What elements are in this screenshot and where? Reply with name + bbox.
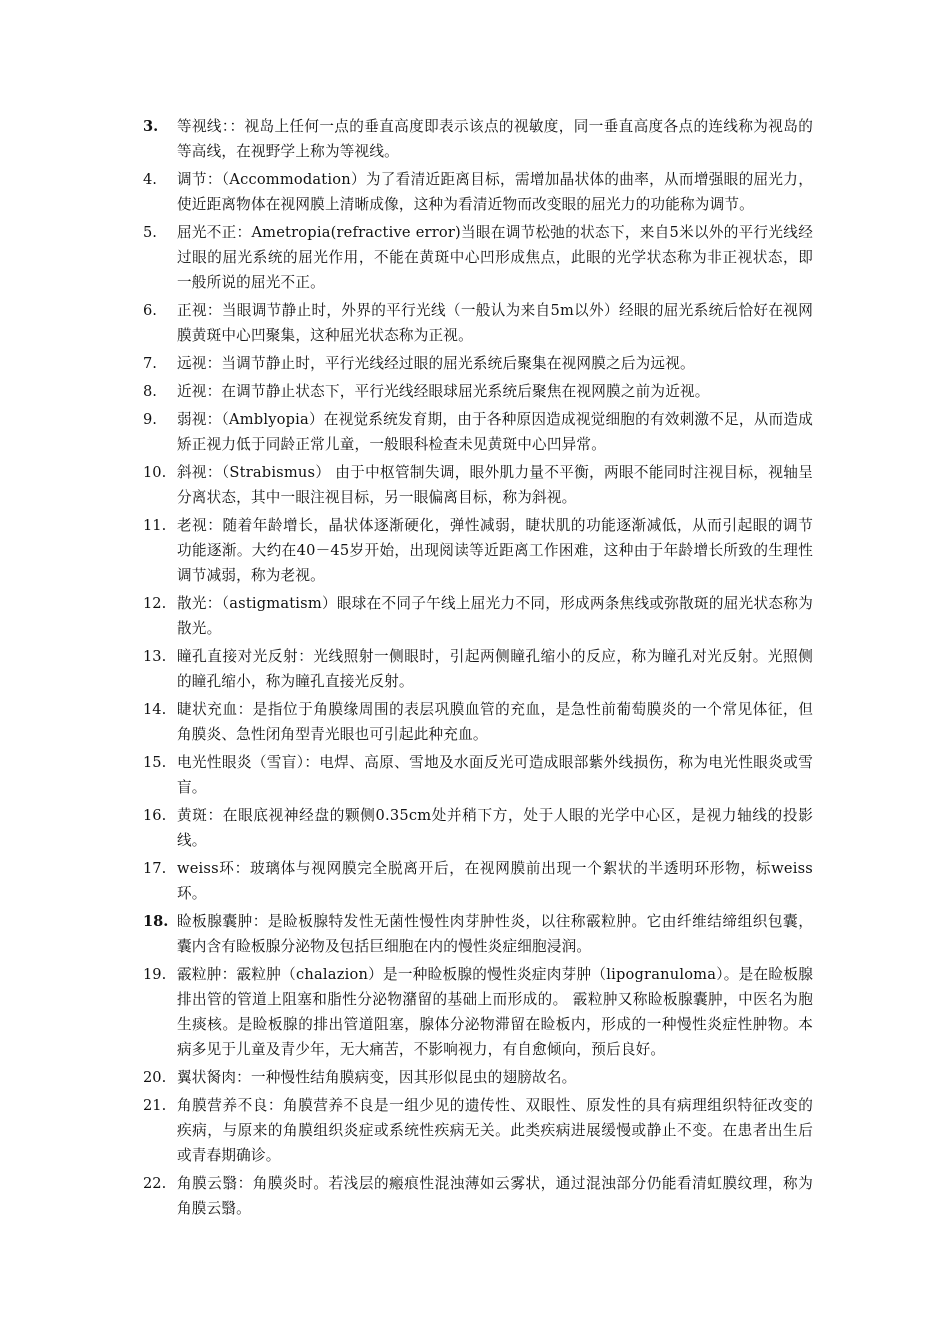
item-number: 12. xyxy=(143,595,167,612)
list-item xyxy=(143,1171,813,1221)
item-text: 电光性眼炎（雪盲）：电焊、高原、雪地及水面反光可造成眼部紫外线损伤，称为电光性眼炎或雪盲。 xyxy=(177,754,813,796)
list-item xyxy=(143,167,813,217)
item-number: 8. xyxy=(143,383,157,400)
item-text: 角膜云翳：角膜炎时。若浅层的瘢痕性混浊薄如云雾状，通过混浊部分仍能看清虹膜纹理，称为角膜云翳。 xyxy=(177,1175,813,1217)
item-text: 霰粒肿：霰粒肿（chalazion）是一种睑板腺的慢性炎症肉芽肿（lipogranuloma）。是在睑板腺排出管的管道上阻塞和脂性分泌物潴留的基础上而形成的。 霰粒肿又称睑板腺囊肿，中医名为胞生痰核。是睑板腺的排出管道阻塞，腺体分泌物滞留在睑板内，形成的一种慢性炎症性肿物。本病多见于儿童及青少年，无大痛苦，不影响视力，有自愈倾向，预后良好。 xyxy=(177,966,813,1058)
item-number: 4. xyxy=(143,171,157,188)
item-number: 17. xyxy=(143,860,167,877)
item-number: 3. xyxy=(143,118,159,135)
item-number: 16. xyxy=(143,807,167,824)
item-text: 调节：（Accommodation）为了看清近距离目标，需增加晶状体的曲率，从而增强眼的屈光力，使近距离物体在视网膜上清晰成像，这种为看清近物而改变眼的屈光力的功能称为调节。 xyxy=(177,171,813,213)
list-item xyxy=(143,460,813,510)
list-item xyxy=(143,803,813,853)
item-text: 老视：随着年龄增长，晶状体逐渐硬化，弹性减弱，睫状肌的功能逐渐减低，从而引起眼的调节功能逐渐。大约在40－45岁开始，出现阅读等近距离工作困难，这种由于年龄增长所致的生理性调节减弱，称为老视。 xyxy=(177,517,813,584)
list-item xyxy=(143,513,813,588)
item-text: 斜视：（Strabismus） 由于中枢管制失调，眼外肌力量不平衡，两眼不能同时注视目标，视轴呈分离状态，其中一眼注视目标，另一眼偏离目标，称为斜视。 xyxy=(177,464,813,506)
item-text: 翼状胬肉：一种慢性结角膜病变，因其形似昆虫的翅膀故名。 xyxy=(177,1069,577,1086)
item-number: 19. xyxy=(143,966,167,983)
list-item xyxy=(143,962,813,1062)
list-item xyxy=(143,114,813,164)
item-number: 9. xyxy=(143,411,157,428)
item-number: 6. xyxy=(143,302,157,319)
list-item xyxy=(143,407,813,457)
list-item xyxy=(143,644,813,694)
item-text: 散光：（astigmatism）眼球在不同子午线上屈光力不同，形成两条焦线或弥散斑的屈光状态称为散光。 xyxy=(177,595,813,637)
list-item xyxy=(143,909,813,959)
item-text: 等视线：：视岛上任何一点的垂直高度即表示该点的视敏度，同一垂直高度各点的连线称为视岛的等高线，在视野学上称为等视线。 xyxy=(177,118,813,160)
item-text: 正视：当眼调节静止时，外界的平行光线（一般认为来自5m以外）经眼的屈光系统后恰好在视网膜黄斑中心凹聚集，这种屈光状态称为正视。 xyxy=(177,302,813,344)
item-number: 5. xyxy=(143,224,157,241)
item-number: 15. xyxy=(143,754,167,771)
list-item xyxy=(143,591,813,641)
item-text: 近视：在调节静止状态下，平行光线经眼球屈光系统后聚焦在视网膜之前为近视。 xyxy=(177,383,710,400)
item-number: 14. xyxy=(143,701,167,718)
item-text: 弱视：（Amblyopia）在视觉系统发育期，由于各种原因造成视觉细胞的有效刺激不足，从而造成矫正视力低于同龄正常儿童，一般眼科检查未见黄斑中心凹异常。 xyxy=(177,411,813,453)
list-item xyxy=(143,1093,813,1168)
item-number: 11. xyxy=(143,517,167,534)
item-text: 角膜营养不良：角膜营养不良是一组少见的遗传性、双眼性、原发性的具有病理组织特征改变的疾病，与原来的角膜组织炎症或系统性疾病无关。此类疾病进展缓慢或静止不变。在患者出生后或青春期确诊。 xyxy=(177,1097,813,1164)
definition-list xyxy=(143,114,813,1227)
list-item xyxy=(143,220,813,295)
list-item xyxy=(143,856,813,906)
item-number: 22. xyxy=(143,1175,167,1192)
list-item xyxy=(143,1065,813,1090)
list-item xyxy=(143,298,813,348)
item-text: 睫状充血：是指位于角膜缘周围的表层巩膜血管的充血，是急性前葡萄膜炎的一个常见体征，但角膜炎、急性闭角型青光眼也可引起此种充血。 xyxy=(177,701,813,743)
item-text: 瞳孔直接对光反射：光线照射一侧眼时，引起两侧瞳孔缩小的反应，称为瞳孔对光反射。光照侧的瞳孔缩小，称为瞳孔直接光反射。 xyxy=(177,648,813,690)
item-text: 黄斑：在眼底视神经盘的颗侧0.35cm处并稍下方，处于人眼的光学中心区，是视力轴线的投影线。 xyxy=(177,807,813,849)
item-number: 20. xyxy=(143,1069,167,1086)
item-number: 21. xyxy=(143,1097,167,1114)
item-number: 18. xyxy=(143,913,169,930)
list-item xyxy=(143,351,813,376)
list-item xyxy=(143,750,813,800)
list-item xyxy=(143,379,813,404)
item-number: 13. xyxy=(143,648,167,665)
item-text: 远视：当调节静止时，平行光线经过眼的屈光系统后聚集在视网膜之后为远视。 xyxy=(177,355,695,372)
item-number: 7. xyxy=(143,355,157,372)
item-text: weiss环：玻璃体与视网膜完全脱离开后，在视网膜前出现一个絮状的半透明环形物，标weiss环。 xyxy=(177,860,813,902)
list-item xyxy=(143,697,813,747)
item-text: 睑板腺囊肿：是睑板腺特发性无菌性慢性肉芽肿性炎，以往称霰粒肿。它由纤维结缔组织包囊，囊内含有睑板腺分泌物及包括巨细胞在内的慢性炎症细胞浸润。 xyxy=(177,913,813,955)
item-number: 10. xyxy=(143,464,167,481)
item-text: 屈光不正：Ametropia(refractive error)当眼在调节松弛的状态下，来自5米以外的平行光线经过眼的屈光系统的屈光作用，不能在黄斑中心凹形成焦点，此眼的光学状态称为非正视状态，即一般所说的屈光不正。 xyxy=(177,224,813,291)
